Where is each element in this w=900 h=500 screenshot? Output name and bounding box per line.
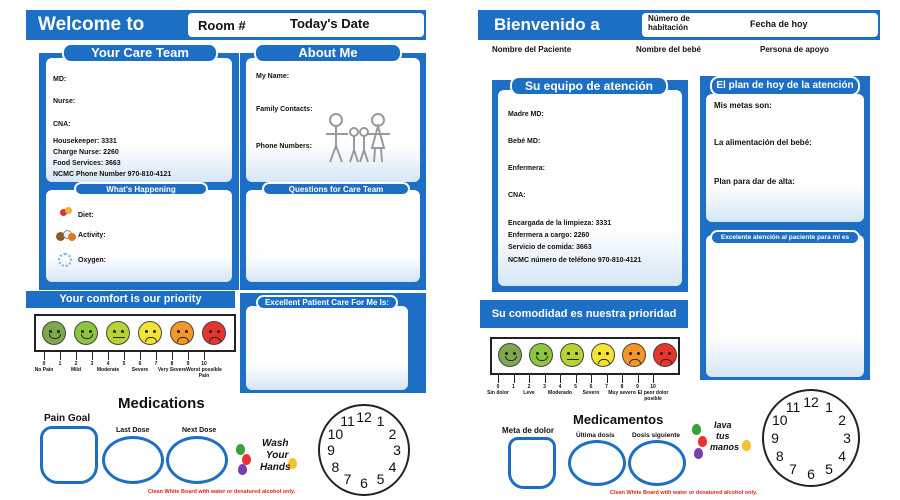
wash-text-3: Hands — [260, 462, 291, 473]
next-dose-label-es: Dosis siguiente — [632, 432, 681, 439]
diet-label: Diet: — [78, 212, 94, 219]
wash-text-es-3: manos — [710, 442, 740, 452]
es-pain-number: 6 — [589, 384, 593, 390]
phone-number-label: NCMC Phone Number 970-810-4121 — [53, 171, 172, 178]
medications-title-es: Medicamentos — [573, 412, 664, 427]
es-face-smile-icon — [529, 343, 553, 367]
en-pain-number: 1 — [58, 361, 62, 367]
cna-label: CNA: — [53, 121, 71, 128]
baby-md-label: Bebé MD: — [508, 138, 541, 145]
food-services-label: Food Services: 3663 — [53, 160, 121, 167]
room-label-es: Número de habitación — [648, 14, 690, 32]
pain-goal-label: Pain Goal — [44, 413, 91, 424]
es-face-sad-icon — [622, 343, 646, 367]
family-figures-icon — [322, 112, 392, 164]
bienvenido-title: Bienvenido a — [494, 15, 600, 34]
en-pain-number: 3 — [90, 361, 94, 367]
es-pain-tick — [622, 375, 623, 383]
es-pain-caption: Moderado — [548, 390, 572, 396]
es-pain-caption: El peor dolor posible — [637, 390, 669, 402]
es-pain-number: 0 — [496, 384, 500, 390]
en-pain-number: 2 — [74, 361, 78, 367]
en-pain-number: 7 — [154, 361, 158, 367]
pain-goal-box[interactable] — [40, 426, 98, 484]
last-dose-oval-es[interactable] — [568, 440, 626, 486]
en-pain-number: 5 — [122, 361, 126, 367]
en-pain-caption: Worst possible Pain — [186, 367, 222, 379]
es-pain-caption: Severo — [582, 390, 600, 396]
comfort-banner: Your comfort is our priority — [26, 291, 235, 308]
phone-number-label-es: NCMC número de teléfono 970-810-4121 — [508, 257, 642, 264]
oxygen-icon — [58, 253, 72, 267]
en-face-flat-icon — [106, 321, 130, 345]
my-name-label: My Name: — [256, 73, 290, 80]
housekeeper-label-es: Encargada de la limpieza: 3331 — [508, 220, 612, 227]
activity-label: Activity: — [78, 232, 106, 239]
es-pain-tick — [653, 375, 654, 383]
es-pain-number: 8 — [620, 384, 624, 390]
nurse-label-es: Enfermera: — [508, 165, 545, 172]
clock-face — [318, 404, 410, 496]
en-face-sad-icon — [170, 321, 194, 345]
es-pain-tick — [560, 375, 561, 383]
es-pain-number: 10 — [650, 384, 656, 390]
en-pain-number: 8 — [170, 361, 174, 367]
goals-label: Mis metas son: — [714, 101, 772, 110]
wash-text-es-2: tus — [716, 431, 730, 441]
es-pain-caption: Muy severo — [608, 390, 636, 396]
en-pain-tick — [76, 352, 77, 360]
questions-title: Questions for Care Team — [262, 182, 410, 196]
en-face-smile-icon — [74, 321, 98, 345]
pain-scale-ticks — [34, 352, 230, 396]
en-pain-tick — [124, 352, 125, 360]
en-clock-number: 8 — [331, 458, 340, 475]
es-pain-caption: Sin dolor — [487, 390, 509, 396]
support-person-label: Persona de apoyo — [760, 45, 829, 54]
en-face-frown-icon — [138, 321, 162, 345]
es-pain-number: 4 — [558, 384, 562, 390]
en-clock-number: 10 — [327, 425, 344, 442]
about-me-title: About Me — [254, 43, 402, 63]
last-dose-label: Last Dose — [116, 427, 150, 434]
activity-icon — [56, 230, 76, 242]
en-pain-number: 6 — [138, 361, 142, 367]
excellent-care-panel-es[interactable] — [706, 235, 864, 377]
es-face-flat-icon — [560, 343, 584, 367]
feeding-label: La alimentación del bebé: — [714, 138, 812, 147]
es-clock-number: 12 — [803, 394, 819, 410]
en-pain-tick — [44, 352, 45, 360]
cna-label-es: CNA: — [508, 192, 526, 199]
es-pain-tick — [545, 375, 546, 383]
next-dose-oval[interactable] — [166, 436, 228, 484]
patient-name-label: Nombre del Paciente — [492, 45, 572, 54]
es-clock-number: 1 — [825, 398, 833, 415]
nurse-label: Nurse: — [53, 98, 76, 105]
next-dose-label: Next Dose — [182, 427, 217, 434]
es-pain-number: 3 — [543, 384, 546, 390]
wash-text-1: Wash — [262, 438, 289, 449]
next-dose-oval-es[interactable] — [628, 440, 686, 486]
discharge-label: Plan para dar de alta: — [714, 177, 795, 186]
questions-panel[interactable] — [246, 190, 420, 282]
wash-text-2: Your — [266, 450, 289, 461]
room-label: Room # — [198, 18, 246, 33]
en-face-cry-icon — [202, 321, 226, 345]
en-pain-tick — [188, 352, 189, 360]
en-pain-tick — [140, 352, 141, 360]
pain-faces-es — [498, 343, 678, 369]
care-team-title: Your Care Team — [62, 43, 218, 63]
en-clock-number: 2 — [388, 425, 397, 442]
es-pain-number: 9 — [636, 384, 639, 390]
es-pain-number: 2 — [527, 384, 531, 390]
en-pain-number: 10 — [201, 361, 207, 367]
clean-instructions: Clean White Board with water or denatured alcohol only. — [148, 489, 296, 495]
english-board — [26, 8, 428, 498]
en-pain-tick — [92, 352, 93, 360]
en-pain-tick — [156, 352, 157, 360]
excellent-care-title-es: Excelente atención al paciente para mí es — [710, 230, 860, 245]
es-face-cry-icon — [653, 343, 677, 367]
es-pain-tick — [591, 375, 592, 383]
es-clock-number: 4 — [838, 448, 847, 464]
es-clock-number: 9 — [771, 430, 779, 446]
es-pain-caption: Leve — [523, 390, 535, 396]
es-clock-number: 5 — [825, 461, 833, 478]
en-pain-caption: Severe — [131, 367, 149, 373]
clock-face-es — [762, 389, 860, 487]
es-clock-number: 2 — [838, 412, 847, 428]
charge-nurse-label: Charge Nurse: 2260 — [53, 149, 119, 156]
en-clock-number: 4 — [388, 458, 397, 475]
date-label: Today's Date — [290, 16, 370, 31]
comfort-banner-es: Su comodidad es nuestra prioridad — [480, 300, 688, 328]
plan-panel[interactable] — [706, 94, 864, 222]
en-pain-tick — [172, 352, 173, 360]
en-face-happy-icon — [42, 321, 66, 345]
en-clock-number: 6 — [360, 475, 368, 491]
en-pain-caption: Very Severe — [157, 367, 187, 373]
diet-icon — [60, 207, 72, 217]
en-pain-number: 0 — [42, 361, 46, 367]
en-clock-number: 9 — [327, 442, 335, 458]
es-clock-number: 11 — [785, 398, 801, 415]
es-pain-tick — [638, 375, 639, 383]
en-pain-tick — [108, 352, 109, 360]
medications-title: Medications — [118, 395, 205, 412]
pain-goal-label-es: Meta de dolor — [502, 426, 555, 435]
es-pain-tick — [576, 375, 577, 383]
es-pain-tick — [529, 375, 530, 383]
en-clock-number: 7 — [343, 470, 352, 487]
pain-goal-box-es[interactable] — [508, 437, 556, 489]
pain-faces — [42, 321, 232, 347]
es-pain-tick — [514, 375, 515, 383]
md-label: MD: — [53, 76, 67, 83]
en-clock-number: 1 — [376, 413, 385, 430]
en-pain-number: 9 — [186, 361, 190, 367]
en-pain-caption: Moderate — [96, 367, 120, 373]
es-pain-number: 7 — [605, 384, 608, 390]
es-pain-tick — [607, 375, 608, 383]
es-clock-number: 3 — [843, 430, 851, 446]
excellent-care-panel[interactable] — [246, 306, 408, 390]
es-clock-number: 6 — [807, 466, 815, 482]
plan-title: El plan de hoy de la atención — [710, 76, 860, 96]
housekeeper-label: Housekeeper: 3331 — [53, 138, 117, 145]
en-clock-number: 11 — [340, 413, 355, 430]
care-team-title-es: Su equipo de atención — [510, 76, 668, 96]
wash-text-es-1: lava — [714, 420, 732, 430]
en-clock-number: 5 — [376, 470, 385, 487]
es-clock-number: 8 — [775, 448, 784, 464]
mother-md-label: Madre MD: — [508, 111, 544, 118]
phone-numbers-label: Phone Numbers: — [256, 143, 313, 150]
charge-nurse-label-es: Enfermera a cargo: 2260 — [508, 232, 590, 239]
es-pain-number: 1 — [512, 384, 515, 390]
es-pain-tick — [498, 375, 499, 383]
family-contacts-label: Family Contacts: — [256, 106, 313, 113]
last-dose-oval[interactable] — [102, 436, 164, 484]
es-face-frown-icon — [591, 343, 615, 367]
clean-instructions-es: Clean White Board with water or denatured alcohol only. — [610, 490, 758, 496]
es-clock-number: 7 — [789, 461, 797, 478]
en-pain-tick — [60, 352, 61, 360]
en-pain-tick — [204, 352, 205, 360]
welcome-title: Welcome to — [38, 14, 145, 35]
es-clock-number: 10 — [772, 412, 788, 428]
baby-name-label: Nombre del bebé — [636, 45, 701, 54]
excellent-care-title: Excellent Patient Care For Me Is: — [256, 295, 398, 310]
last-dose-label-es: Última dosis — [576, 432, 615, 439]
oxygen-label: Oxygen: — [78, 257, 107, 264]
es-face-happy-icon — [498, 343, 522, 367]
en-pain-caption: Mild — [71, 367, 81, 373]
es-pain-number: 5 — [574, 384, 577, 390]
food-services-label-es: Servicio de comida: 3663 — [508, 244, 592, 251]
en-pain-number: 4 — [106, 361, 110, 367]
date-label-es: Fecha de hoy — [750, 19, 808, 29]
en-pain-caption: No Pain — [34, 367, 54, 373]
whats-happening-title: What's Happening — [74, 182, 208, 196]
en-clock-number: 3 — [393, 442, 401, 458]
spanish-board — [478, 8, 882, 498]
en-clock-number: 12 — [356, 409, 372, 425]
